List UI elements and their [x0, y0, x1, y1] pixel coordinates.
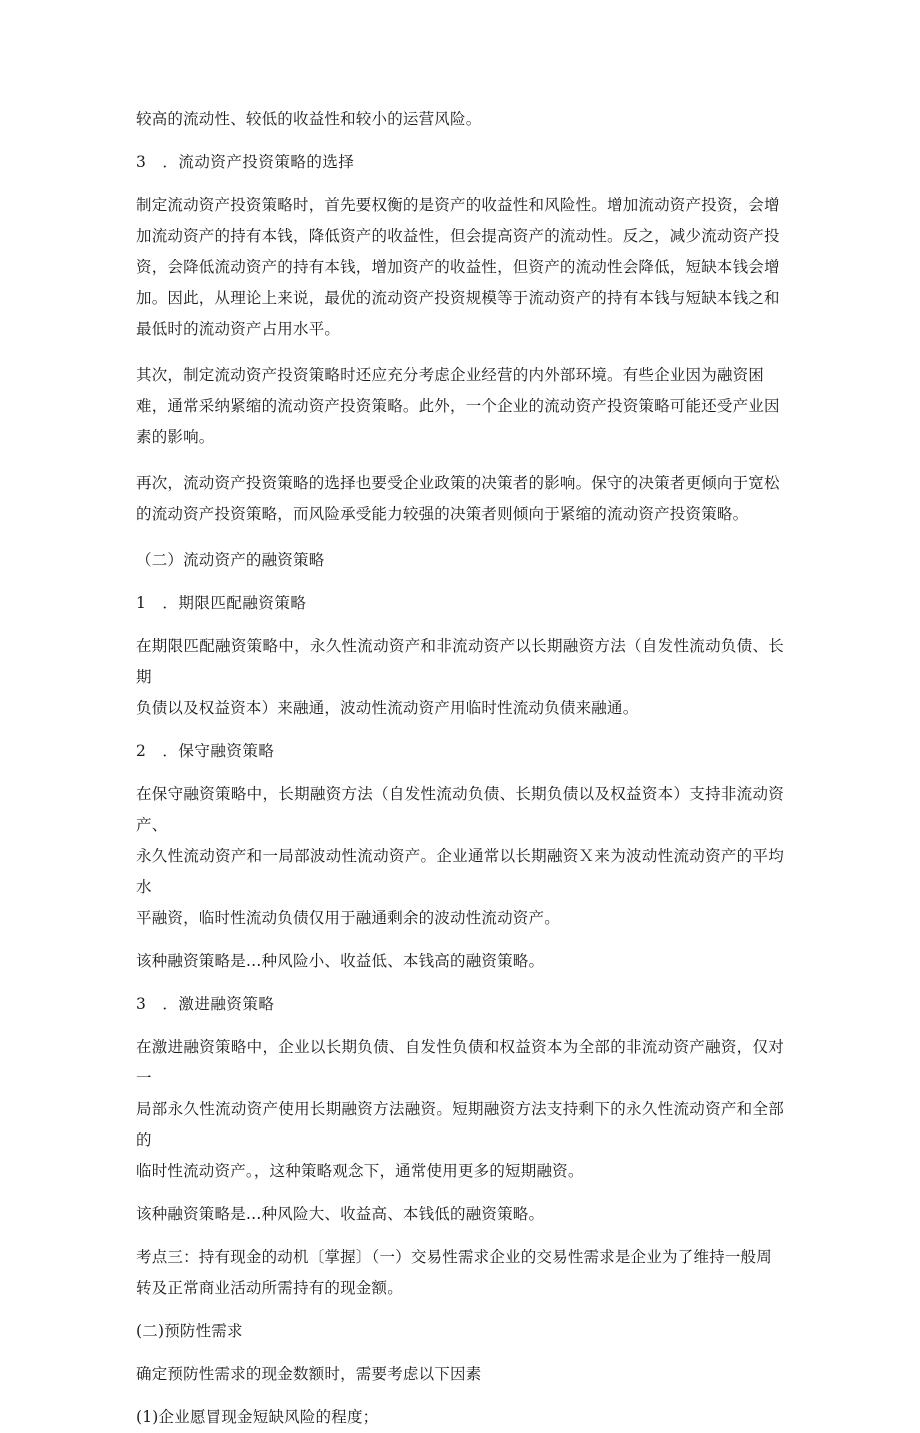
paragraph-cash-motives: 考点三：持有现金的动机〔掌握〕（一）交易性需求企业的交易性需求是企业为了维持一般周 转及正常商业活动所需持有的现金额。 — [136, 1248, 772, 1297]
list-item-shortage-risk: (1)企业愿冒现金短缺风险的程度； — [136, 1408, 379, 1426]
heading-aggressive-financing: 3 ．激进融资策略 — [136, 995, 275, 1013]
heading-investment-strategy-selection: 3 ．流动资产投资策略的选择 — [136, 153, 355, 171]
paragraph-aggressive-financing: 在激进融资策略中，企业以长期负债、自发性负债和权益资本为全部的非流动资产融资，仅对一 局部永久性流动资产使用长期融资方法融资。短期融资方法支持剩下的永久性流动资产和全部的 临时性流动资产。，这种策略观念下，通常使用更多的短期融资。 — [136, 1038, 784, 1180]
paragraph-conservative-summary: 该种融资策略是…种风险小、收益低、本钱高的融资策略。 — [136, 952, 545, 970]
heading-maturity-matching: 1 ．期限匹配融资策略 — [136, 594, 307, 612]
paragraph-maturity-matching: 在期限匹配融资策略中，永久性流动资产和非流动资产以长期融资方法（自发性流动负债、长期 负债以及权益资本）来融通，波动性流动资产用临时性流动负债来融通。 — [136, 637, 784, 717]
paragraph-precautionary-factors: 确定预防性需求的现金数额时，需要考虑以下因素 — [136, 1365, 482, 1383]
paragraph-environment: 其次，制定流动资产投资策略时还应充分考虑企业经营的内外部环境。有些企业因为融资困 难，通常采纳紧缩的流动资产投资策略。此外，一个企业的流动资产投资策略可能还受产业因 素的影响。 — [136, 366, 780, 446]
paragraph-intro-line: 较高的流动性、较低的收益性和较小的运营风险。 — [136, 110, 482, 128]
heading-financing-strategy: （二）流动资产的融资策略 — [136, 551, 325, 569]
heading-precautionary-demand: (二)预防性需求 — [136, 1322, 243, 1340]
paragraph-conservative-financing: 在保守融资策略中，长期融资方法（自发性流动负债、长期负债以及权益资本）支持非流动资产、 永久性流动资产和一局部波动性流动资产。企业通常以长期融资Ｘ来为波动性流动资产的平均水 平融资，临时性流动负债仅用于融通剩余的波动性流动资产。 — [136, 785, 784, 927]
paragraph-strategy-tradeoff: 制定流动资产投资策略时，首先要权衡的是资产的收益性和风险性。增加流动资产投资，会增 加流动资产的持有本钱，降低资产的收益性，但会提高资产的流动性。反之，减少流动资产投 资，会降低流动资产的持有本钱，增加资产的收益性，但资产的流动性会降低，短缺本钱会增 加。因此，从理论上来说，最优的流动资产投资规模等于流动资产的持有本钱与短缺本钱之和 最低时的流动资产占用水平。 — [136, 196, 780, 338]
paragraph-aggressive-summary: 该种融资策略是…种风险大、收益高、本钱低的融资策略。 — [136, 1205, 545, 1223]
document-body — [136, 104, 784, 1433]
paragraph-decision-maker: 再次，流动资产投资策略的选择也要受企业政策的决策者的影响。保守的决策者更倾向于宽松 的流动资产投资策略，而风险承受能力较强的决策者则倾向于紧缩的流动资产投资策略。 — [136, 474, 780, 523]
heading-conservative-financing: 2 ．保守融资策略 — [136, 742, 275, 760]
